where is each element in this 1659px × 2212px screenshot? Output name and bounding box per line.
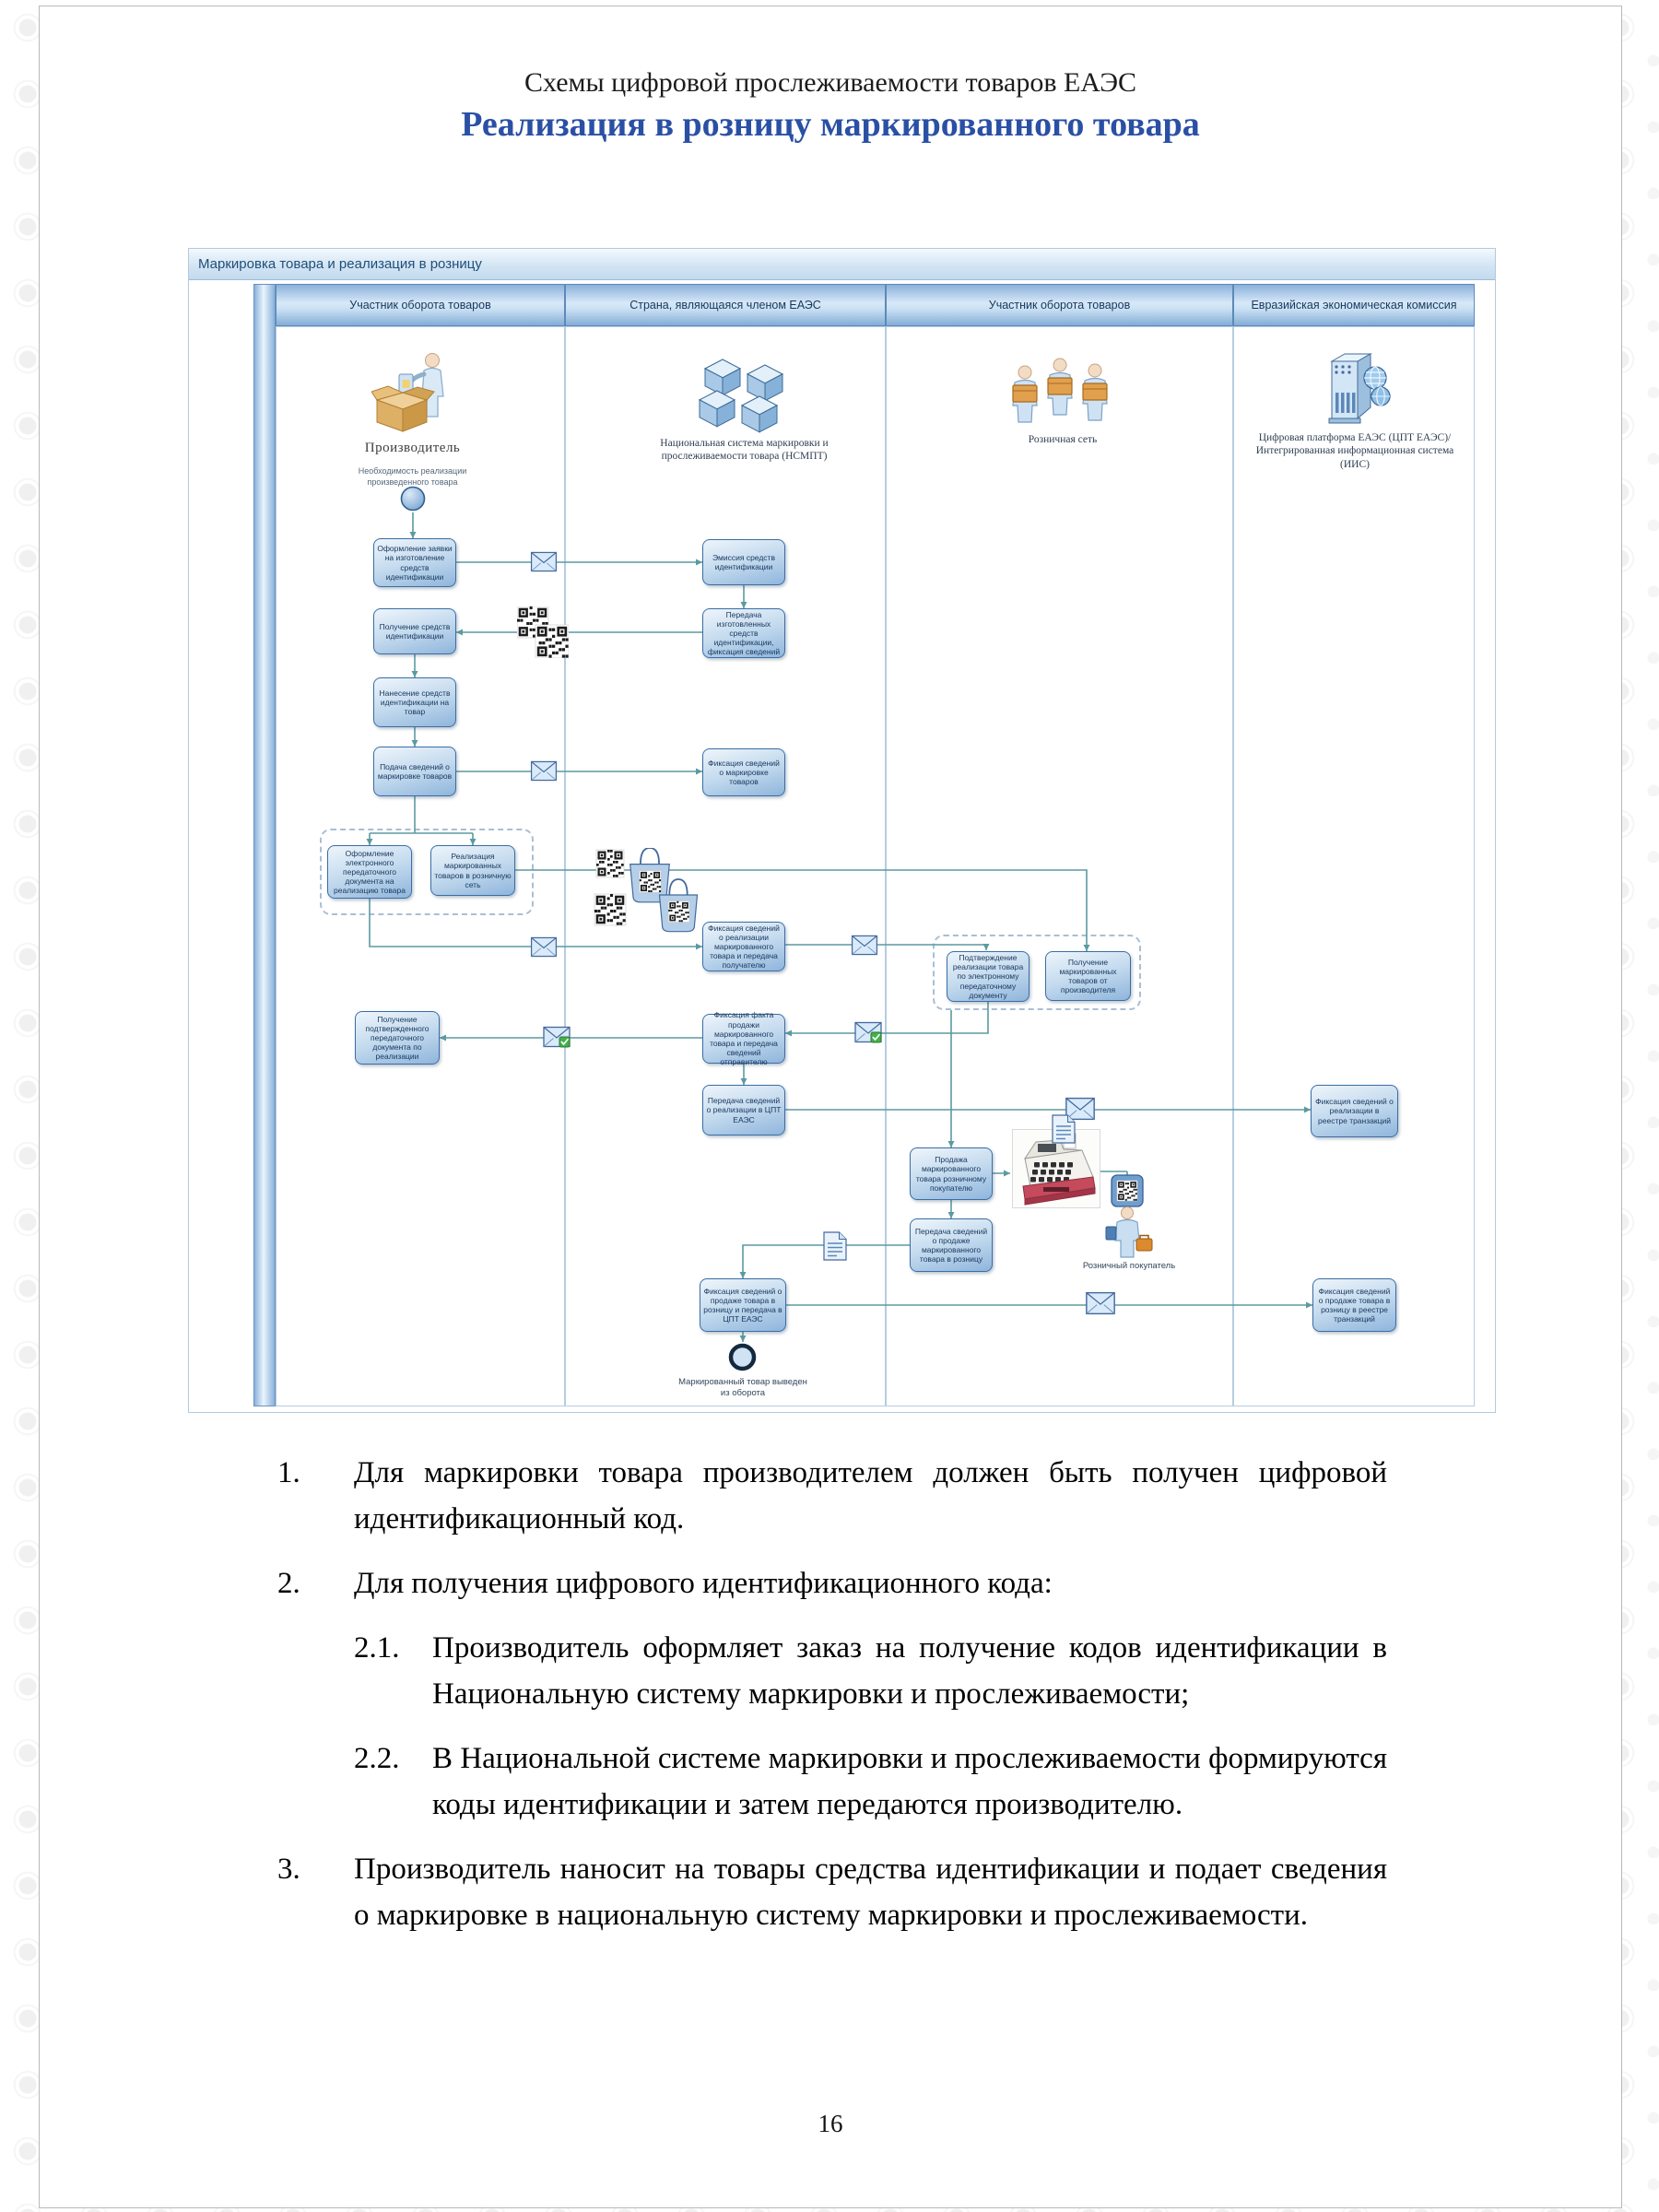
retail-network-icon [1007,350,1114,429]
node-c6: Передача сведений о реализации в ЦПТ ЕАЭС [702,1085,785,1135]
lane-header-1: Участник оборота товаров [276,284,565,326]
running-header: Схемы цифровой прослеживаемости товаров ЕАЭС [524,67,1137,98]
node-a3: Нанесение средств идентификации на товар [373,677,456,727]
producer-icon [371,348,453,437]
node-c5: Фиксация факта продажи маркированного товара и передача сведений отправителю [702,1014,785,1064]
node-e2: Фиксация сведений о продаже товара в розницу в реестре транзакций [1312,1278,1396,1332]
producer-note: Необходимость реализации произведенного товара [358,466,467,487]
node-c3: Фиксация сведений о маркировке товаров [702,748,785,796]
node-c4: Фиксация сведений о реализации маркированного товара и передача получателю [702,922,785,971]
note-number: 1. [277,1456,300,1489]
note-number: 2.2. [354,1742,400,1775]
platform-label: Цифровая платформа ЕАЭС (ЦПТ ЕАЭС)/ Интегрированная информационная система (ИИС) [1255,432,1454,470]
node-a1: Оформление заявки на изготовление средств идентификации [373,538,456,587]
platform-server-icon [1323,350,1393,428]
note-text: Для маркировки товара производителем должен быть получен цифровой идентификационный код. [354,1456,1387,1535]
notes-list [277,1450,1387,1957]
node-b1: Оформление электронного передаточного документа на реализацию товара [327,845,412,899]
phone-qr-icon [1111,1174,1144,1207]
note-number: 2. [277,1567,300,1600]
note-item-2 [277,1560,1387,1606]
end-event-label: Маркированный товар выведен из оборота [678,1377,807,1399]
note-number: 3. [277,1853,300,1886]
producer-label: Производитель [364,441,461,455]
lane-header-4: Евразийская экономическая комиссия [1233,284,1475,326]
node-c2: Передача изготовленных средств идентификации, фиксация сведений [702,608,785,658]
note-item-5 [277,1846,1387,1938]
nsmpt-label: Национальная система маркировки и прослеживаемости товара (НСМПТ) [660,438,829,463]
page-title: Реализация в розницу маркированного товара [461,105,1200,144]
envelope-check-icon [854,1021,882,1043]
document-icon [823,1231,847,1261]
retail-buyer-icon [1103,1206,1155,1261]
node-c7: Продажа маркированного товара розничному покупателю [910,1147,993,1200]
envelope-icon [530,760,558,782]
retail-label: Розничная сеть [1028,434,1098,445]
envelope-icon [851,935,878,956]
lane-header-2: Страна, являющаяся членом ЕАЭС [565,284,886,326]
document-icon [1052,1114,1076,1144]
qr-code-icon [517,606,569,658]
lane-header-3: Участник оборота товаров [886,284,1233,326]
note-item-1 [277,1450,1387,1542]
envelope-icon [1085,1291,1116,1315]
node-d1: Подтверждение реализации товара по электронному передаточному документу [947,951,1030,1002]
node-c9: Фиксация сведений о продаже товара в розницу и передача в ЦПТ ЕАЭС [700,1278,786,1332]
node-a2: Получение средств идентификации [373,608,456,654]
note-text: В Национальной системе маркировки и прослеживаемости формируются коды идентификации и затем передаются производителю. [432,1742,1387,1821]
note-text: Для получения цифрового идентификационного кода: [354,1567,1053,1600]
node-e1: Фиксация сведений о реализации в реестре транзакций [1311,1085,1398,1137]
start-event-icon [399,485,427,512]
envelope-icon [530,936,558,958]
buyer-label: Розничный покупатель [1082,1261,1176,1271]
envelope-check-icon [543,1026,571,1048]
marking-system-icon [696,358,792,435]
page-number: 16 [818,2110,843,2137]
diagram-title-bar: Маркировка товара и реализация в розницу [189,249,1495,280]
envelope-icon [530,551,558,572]
end-event-icon [727,1342,758,1372]
bags-qr-icon [593,848,724,935]
node-b2: Реализация маркированных товаров в розничную сеть [430,845,515,896]
note-text: Производитель наносит на товары средства идентификации и подает сведения о маркировке в национальную систему маркировки и прослеживаемости. [354,1853,1387,1932]
document-page [39,6,1622,2208]
process-diagram [188,248,1496,1413]
node-a5: Получение подтвержденного передаточного документа по реализации [355,1011,440,1065]
node-c1: Эмиссия средств идентификации [702,539,785,585]
note-item-4 [277,1735,1387,1828]
node-d2: Получение маркированных товаров от производителя [1045,951,1131,1001]
node-a4: Подача сведений о маркировке товаров [373,747,456,796]
note-text: Производитель оформляет заказ на получение кодов идентификации в Национальную систему маркировки и прослеживаемости; [432,1631,1387,1711]
note-item-3 [277,1625,1387,1717]
node-c8: Передача сведений о продаже маркированного товара в розницу [910,1218,993,1272]
note-number: 2.1. [354,1631,400,1665]
